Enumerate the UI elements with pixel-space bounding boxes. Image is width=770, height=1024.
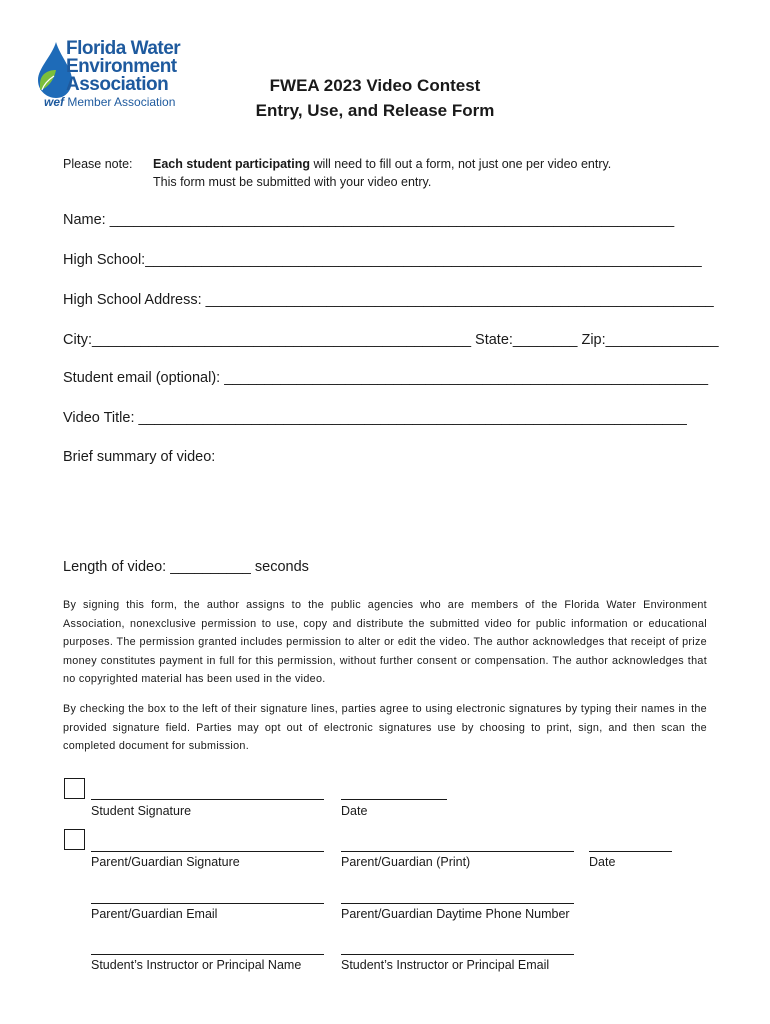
parent-signature-line[interactable] bbox=[91, 851, 324, 852]
date1-label: Date bbox=[341, 804, 368, 818]
instructor-name-line[interactable] bbox=[91, 954, 324, 955]
parent-phone-label: Parent/Guardian Daytime Phone Number bbox=[341, 907, 570, 921]
parent-email-label: Parent/Guardian Email bbox=[91, 907, 218, 921]
video-title-field[interactable]: Video Title: ____________________________________________________________________ bbox=[63, 410, 687, 426]
parent-phone-line[interactable] bbox=[341, 903, 574, 904]
city-state-zip-field[interactable]: City:_______________________________________________ State:________ Zip:______________ bbox=[63, 332, 719, 348]
summary-label: Brief summary of video: bbox=[63, 449, 216, 465]
student-signature-label: Student Signature bbox=[91, 804, 192, 818]
parent-print-label: Parent/Guardian (Print) bbox=[341, 855, 471, 869]
esign-paragraph: By checking the box to the left of their signature lines, parties agree to using electronic signatures by typing their names in the provided signature field. Parties may opt out of electronic signatures use by choosing to print, sign, and then scan the completed document for submission. bbox=[63, 703, 707, 752]
note-text: Each student participating will need to fill out a form, not just one per video entry. This form must be submitted with your video entry. bbox=[153, 157, 612, 189]
high-school-field[interactable]: High School:_____________________________________________________________________ bbox=[63, 252, 702, 268]
instructor-name-label: Student’s Instructor or Principal Name bbox=[91, 958, 302, 972]
address-field[interactable]: High School Address: _______________________________________________________________ bbox=[63, 292, 714, 308]
parent-print-line[interactable] bbox=[341, 851, 574, 852]
instructor-email-line[interactable] bbox=[341, 954, 574, 955]
length-field[interactable]: Length of video: __________ seconds bbox=[63, 559, 309, 575]
parent-email-line[interactable] bbox=[91, 903, 324, 904]
student-signature-line[interactable] bbox=[91, 799, 324, 800]
email-field[interactable]: Student email (optional): ____________________________________________________________ bbox=[63, 370, 709, 386]
logo-name: Florida Water Environment Association bbox=[66, 38, 181, 95]
note-label: Please note: bbox=[63, 157, 133, 171]
date1-line[interactable] bbox=[341, 799, 447, 800]
date2-line[interactable] bbox=[589, 851, 672, 852]
member-association: Member Association bbox=[67, 95, 176, 109]
date2-label: Date bbox=[589, 855, 616, 869]
wef-mark: wef bbox=[44, 95, 65, 109]
form-title: FWEA 2023 Video Contest Entry, Use, and Release Form bbox=[255, 76, 495, 120]
name-field[interactable]: Name: ______________________________________________________________________ bbox=[63, 212, 675, 228]
parent-signature-label: Parent/Guardian Signature bbox=[91, 855, 240, 869]
release-paragraph: By signing this form, the author assigns to the public agencies who are members of the Florida Water Environment Association, nonexclusive permission to use, copy and distribute the submitted video for public information or educational purposes. The permission granted includes permission to alter or edit the video. The author acknowledges that receipt of prize money constitutes payment in full for this permission, without further consent or compensation. The author acknowledges that no copyrighted material has been used in the video. bbox=[63, 599, 707, 685]
student-esign-checkbox[interactable] bbox=[64, 778, 85, 799]
parent-esign-checkbox[interactable] bbox=[64, 829, 85, 850]
instructor-email-label: Student’s Instructor or Principal Email bbox=[341, 958, 550, 972]
